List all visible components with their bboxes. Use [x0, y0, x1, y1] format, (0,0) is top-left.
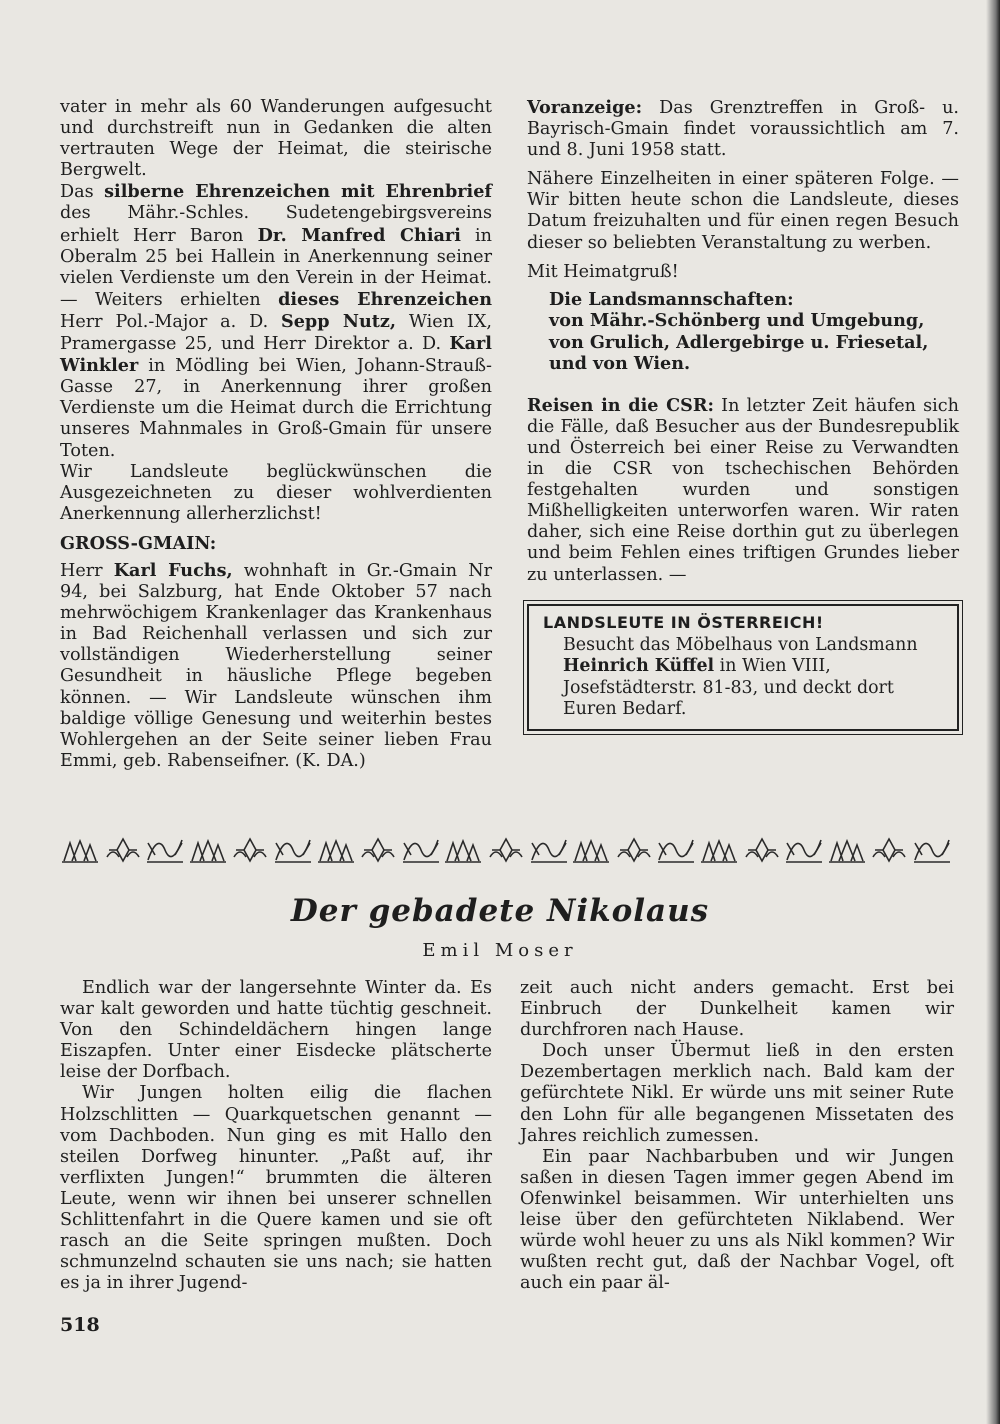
story-right-column [520, 978, 954, 1294]
ornament-motif-icon [230, 835, 270, 865]
page-edge-shadow [986, 0, 1000, 1424]
story-paragraph: zeit auch nicht anders gemacht. Erst bei Einbruch der Dunkelheit kamen wir durchfroren nach Hause. [520, 978, 954, 1041]
ornament-motif-icon [358, 835, 398, 865]
paragraph-reisen-csr: Reisen in die CSR: In letzter Zeit häufen sich die Fälle, daß Besucher aus der Bundesrepublik und Österreich bei einer Reise zu Verwandten in die CSR von tschechischen Behörden festgehalten wurden und sonstigen Mißhelligkeiten unterworfen waren. Wir raten daher, sich eine Reise dorthin gut zu überlegen und beim Fehlen eines triftigen Grundes lieber zu unterlassen. — [527, 394, 959, 585]
ornament-motif-icon [401, 835, 441, 865]
advertisement-text: Besucht das Möbelhaus von Landsmann Heinrich Küffel in Wien VIII, Josefstädterstr. 81-83, und deckt dort Euren Bedarf. [563, 634, 918, 720]
section-heading-gross-gmain: GROSS-GMAIN: [60, 532, 217, 554]
paragraph-voranzeige: Voranzeige: Das Grenztreffen in Groß- u. Bayrisch-Gmain findet voraussichtlich am 7. und 8. Juni 1958 statt. [527, 97, 959, 161]
story-paragraph: Endlich war der langersehnte Winter da. Es war kalt geworden und hatte tüchtig geschneit. Von den Schindeldächern hingen lange Eiszapfen. Unter einer Eisdecke plätscherte leise der Dorfbach. [60, 978, 492, 1083]
ornament-motif-icon [912, 835, 952, 865]
story-paragraph: Wir Jungen holten eilig die flachen Holzschlitten — Quarkquetschen genannt — vom Dachboden. Nun ging es mit Hallo den steilen Dorfweg hinunter. „Paßt auf, ihr verflixten Jungen!“ brummten die älteren Leute, wenn wir ihnen bei unserer schnellen Schlittenfahrt in die Quere kamen und sie oft rasch an die Seite springen mußten. Doch schmunzelnd schauten sie uns nach; sie hatten es ja in ihrer Jugend- [60, 1083, 492, 1294]
left-column-top [60, 97, 492, 772]
ornament-motif-icon [273, 835, 313, 865]
ornament-motif-icon [699, 835, 739, 865]
page-number: 518 [60, 1314, 100, 1336]
ornament-motif-icon [443, 835, 483, 865]
paragraph-ehrenzeichen: Das silberne Ehrenzeichen mit Ehrenbrief des Mähr.-Schles. Sudetengebirgsvereins erhielt Herr Baron Dr. Manfred Chiari in Oberalm 25 bei Hallein in Anerkennung seiner vielen Verdienste um den Verein in der Heimat. — Weiters erhielten dieses Ehrenzeichen Herr Pol.-Major a. D. Sepp Nutz, Wien IX, Pramergasse 25, und Herr Direktor a. D. Karl Winkler in Mödling bei Wien, Johann-Strauß-Gasse 27, in Anerkennung ihrer großen Verdienste um die Heimat durch die Errichtung unseres Mahnmales in Groß-Gmain für unsere Toten. [60, 181, 492, 461]
paragraph-wanderungen: vater in mehr als 60 Wanderungen aufgesucht und durchstreift nun in Gedanken die alten vertrauten Wege der Heimat, die steirische Bergwelt. [60, 97, 492, 181]
ornament-motif-icon [656, 835, 696, 865]
paragraph-glueckwunsch: Wir Landsleute beglückwünschen die Ausgezeichneten zu dieser wohlverdienten Anerkennung allerherzlichst! [60, 461, 492, 524]
ornament-motif-icon [784, 835, 824, 865]
advertisement-box [527, 604, 959, 731]
ornament-motif-icon [827, 835, 867, 865]
paragraph-karl-fuchs: Herr Karl Fuchs, wohnhaft in Gr.-Gmain Nr 94, bei Salzburg, hat Ende Oktober 57 nach mehrwöchigem Krankenlager das Krankenhaus in Bad Reichenhall verlassen und sich zur vollständigen Wiederherstellung seiner Gesundheit in häusliche Pflege begeben können. — Wir Landsleute wünschen ihm baldige völlige Genesung und weiterhin bestes Wohlergehen an der Seite seiner lieben Frau Emmi, geb. Rabenseifner. (K. DA.) [60, 559, 493, 771]
signature-block: Die Landsmannschaften: von Mähr.-Schönberg und Umgebung, von Grulich, Adlergebirge u. Friesetal, und von Wien. [549, 288, 929, 375]
ornament-motif-icon [529, 835, 569, 865]
ornament-motif-icon [869, 835, 909, 865]
advertisement-title: LANDSLEUTE IN ÖSTERREICH! [543, 612, 824, 632]
story-paragraph: Doch unser Übermut ließ in den ersten Dezembertagen merklich nach. Bald kam der gefürchtete Nikl. Er würde uns mit seiner Rute den Lohn für alle begangenen Missetaten des Jahres reichlich zumessen. [520, 1041, 954, 1146]
ornament-motif-icon [486, 835, 526, 865]
story-title: Der gebadete Nikolaus [290, 893, 710, 929]
ornament-motif-icon [571, 835, 611, 865]
ornament-motif-icon [614, 835, 654, 865]
ornament-motif-icon [60, 835, 100, 865]
ornament-motif-icon [188, 835, 228, 865]
story-left-column [60, 978, 492, 1294]
ornament-motif-icon [103, 835, 143, 865]
ornament-motif-icon [145, 835, 185, 865]
story-author: Emil Moser [422, 940, 578, 961]
ornament-motif-icon [316, 835, 356, 865]
ornamental-divider [60, 832, 952, 868]
ornament-motif-icon [742, 835, 782, 865]
paragraph-naehere-einzelheiten: Nähere Einzelheiten in einer späteren Folge. — Wir bitten heute schon die Landsleute, dieses Datum freizuhalten und für einen regen Besuch dieser so beliebten Veranstaltung zu werben. [527, 169, 959, 253]
right-column-top [527, 97, 959, 731]
greeting: Mit Heimatgruß! [527, 261, 679, 282]
story-paragraph: Ein paar Nachbarbuben und wir Jungen saßen in diesen Tagen immer gegen Abend im Ofenwinkel beisammen. Wir unterhielten uns leise über den gefürchteten Niklabend. Wer würde wohl heuer zu uns als Nikl kommen? Wir wußten recht gut, daß der Nachbar Vogel, oft auch ein paar äl- [520, 1146, 954, 1294]
